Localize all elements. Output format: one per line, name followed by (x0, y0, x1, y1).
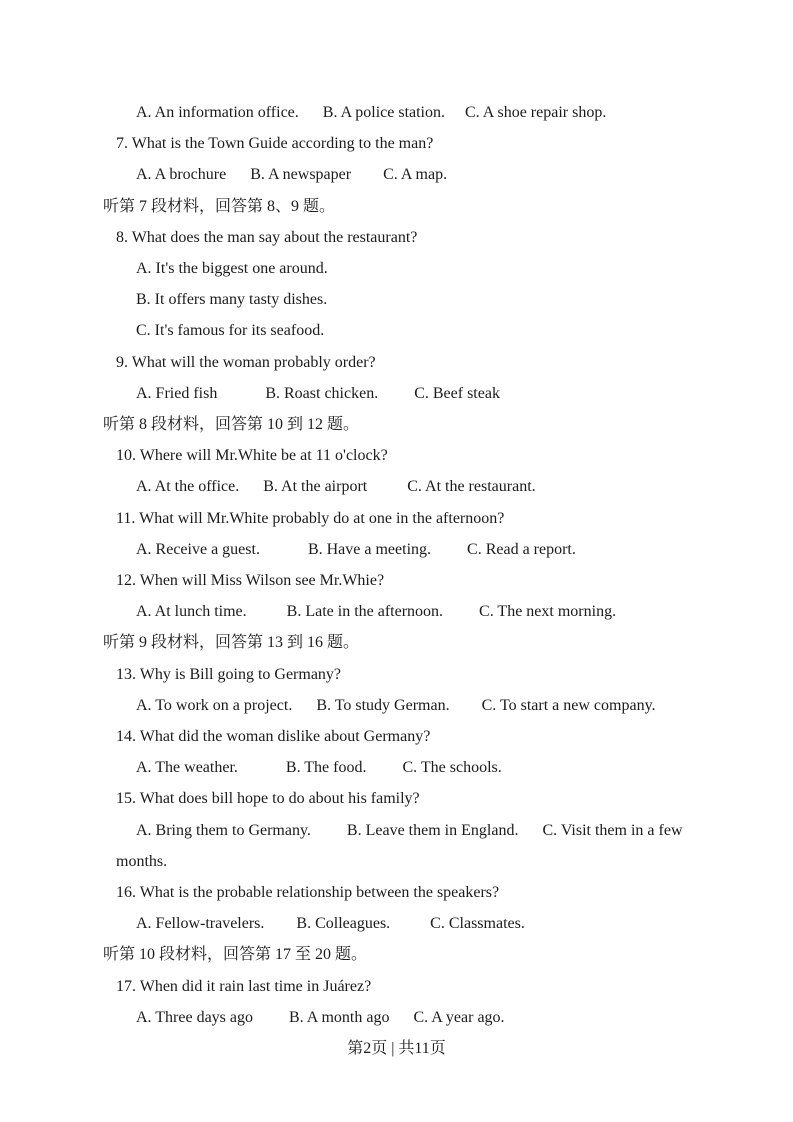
question-11: 11. What will Mr.White probably do at one in the afternoon? (116, 509, 505, 527)
question-10: 10. Where will Mr.White be at 11 o'clock? (116, 447, 388, 465)
q10-options-line: A. At the office. B. At the airport C. At the restaurant. (136, 478, 536, 496)
q9-options-line: A. Fried fish B. Roast chicken. C. Beef steak (136, 384, 500, 402)
question-9: 9. What will the woman probably order? (116, 353, 376, 371)
question-12: 12. When will Miss Wilson see Mr.Whie? (116, 572, 385, 590)
question-7: 7. What is the Town Guide according to the man? (116, 135, 434, 153)
q6-options-line: A. An information office. B. A police station. C. A shoe repair shop. (136, 104, 607, 121)
q12-options-line: A. At lunch time. B. Late in the afternoon. C. The next morning. (136, 603, 617, 621)
q15-option-c-wrap: months. (116, 852, 168, 870)
section-header-dialog8: 听第 8 段材料，回答第 10 到 12 题。 (103, 416, 360, 434)
question-16: 16. What is the probable relationship between the speakers? (116, 884, 500, 902)
q8-option-a: A. It's the biggest one around. (136, 260, 328, 278)
q8-option-c: C. It's famous for its seafood. (136, 322, 325, 340)
q11-options-line: A. Receive a guest. B. Have a meeting. C. Read a report. (136, 540, 576, 558)
question-15: 15. What does bill hope to do about his family? (116, 790, 420, 808)
q16-options-line: A. Fellow-travelers. B. Colleagues. C. Classmates. (136, 915, 525, 933)
question-14: 14. What did the woman dislike about Germany? (116, 728, 431, 746)
q13-options-line: A. To work on a project. B. To study German. C. To start a new company. (136, 696, 656, 714)
page-number-footer: 第2页 | 共11页 (347, 1040, 446, 1058)
q8-option-b: B. It offers many tasty dishes. (136, 291, 328, 309)
question-17: 17. When did it rain last time in Juárez? (116, 977, 372, 995)
q17-options-line: A. Three days ago B. A month ago C. A year ago. (136, 1008, 505, 1026)
section-header-dialog7: 听第 7 段材料，回答第 8、9 题。 (103, 197, 336, 215)
q7-options-line: A. A brochure B. A newspaper C. A map. (136, 166, 448, 184)
q15-options-line: A. Bring them to Germany. B. Leave them in England. C. Visit them in a few (136, 821, 683, 839)
section-header-dialog9: 听第 9 段材料，回答第 13 到 16 题。 (103, 634, 360, 652)
question-13: 13. Why is Bill going to Germany? (116, 665, 342, 683)
section-header-dialog10: 听第 10 段材料，回答第 17 至 20 题。 (103, 946, 368, 964)
question-8: 8. What does the man say about the restaurant? (116, 228, 418, 246)
q14-options-line: A. The weather. B. The food. C. The schools. (136, 759, 502, 777)
